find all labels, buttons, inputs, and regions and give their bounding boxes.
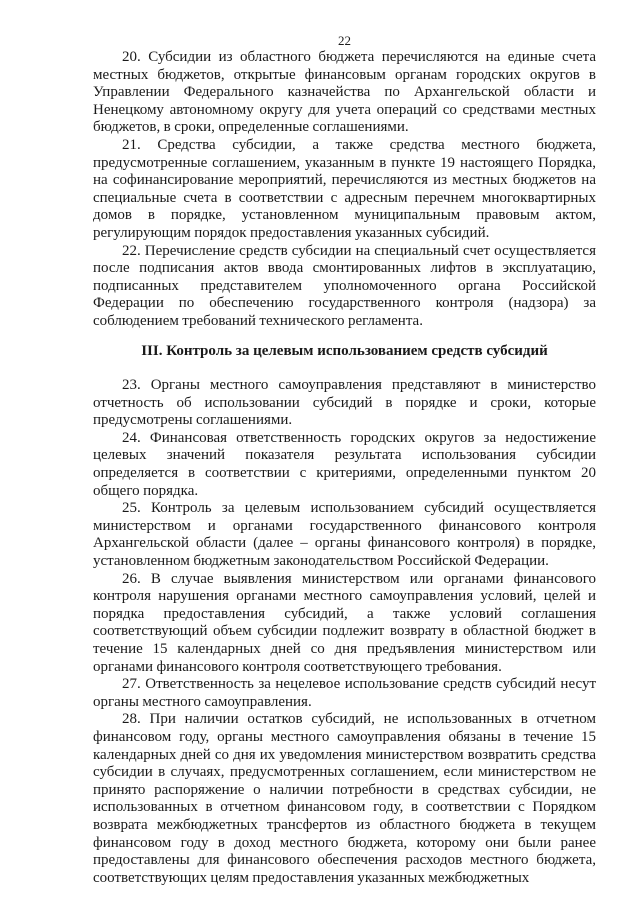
page-number: 22 xyxy=(338,33,351,48)
paragraph-28: 28. При наличии остатков субсидий, не использованных в отчетном финансовом году, органы местного самоуправления обязаны в течение 15 календарных дней со дня их уведомления министерством возвратить средства субсидии в случаях, предусмотренных соглашением, если министерством не принято распоряжение о наличии потребности в средствах субсидии, не использованных в отчетном финансовом году, в соответствии с Порядком возврата межбюджетных трансфертов из областного бюджета в текущем финансовом году в доход местного бюджета, которому они были ранее предоставлены для финансового обеспечения расходов местного бюджета, соответствующих целям предоставления указанных межбюджетных xyxy=(93,711,596,886)
section-heading: III. Контроль за целевым использованием средств субсидий xyxy=(141,342,548,359)
paragraph-21: 21. Средства субсидии, а также средства местного бюджета, предусмотренные соглашением, указанным в пункте 19 настоящего Порядка, на софинансирование мероприятий, перечисляются из местных бюджетов на специальные счета в соответствии с адресным перечнем многоквартирных домов в порядке, установленном муниципальным правовым актом, регулирующим порядок предоставления указанных субсидий. xyxy=(93,136,596,241)
paragraph-26: 26. В случае выявления министерством или органами финансового контроля нарушения органами местного самоуправления условий, целей и порядка предоставления субсидий, а также условий соглашения соответствующий объем субсидии подлежит возврату в областной бюджет в течение 15 календарных дней со дня предъявления министерством или органами финансового контроля соответствующего требования. xyxy=(93,570,596,675)
paragraph-27: 27. Ответственность за нецелевое использование средств субсидий несут органы местного самоуправления. xyxy=(93,676,596,710)
paragraph-24: 24. Финансовая ответственность городских округов за недостижение целевых значений показателя результата использования субсидии определяется в соответствии с критериями, определенными пунктом 20 общего порядка. xyxy=(93,429,596,499)
paragraph-25: 25. Контроль за целевым использованием субсидий осуществляется министерством и органами государственного финансового контроля Архангельской области (далее – органы финансового контроля) в порядке, установленном бюджетным законодательством Российской Федерации. xyxy=(93,500,596,570)
paragraph-23: 23. Органы местного самоуправления представляют в министерство отчетность об использовании субсидий в порядке и сроки, которые предусмотрены соглашениями. xyxy=(93,377,596,429)
paragraph-20: 20. Субсидии из областного бюджета перечисляются на единые счета местных бюджетов, открытые финансовым органам городских округов в Управлении Федерального казначейства по Архангельской области и Ненецкому автономному округу для учета операций со средствами местных бюджетов, в сроки, определенные соглашениями. xyxy=(93,49,596,136)
document-page xyxy=(93,34,596,887)
paragraph-22: 22. Перечисление средств субсидии на специальный счет осуществляется после подписания актов ввода смонтированных лифтов в эксплуатацию, подписанных представителем уполномоченного органа Российской Федерации по обеспечению государственного контроля (надзора) за соблюдением требований технического регламента. xyxy=(93,242,596,329)
